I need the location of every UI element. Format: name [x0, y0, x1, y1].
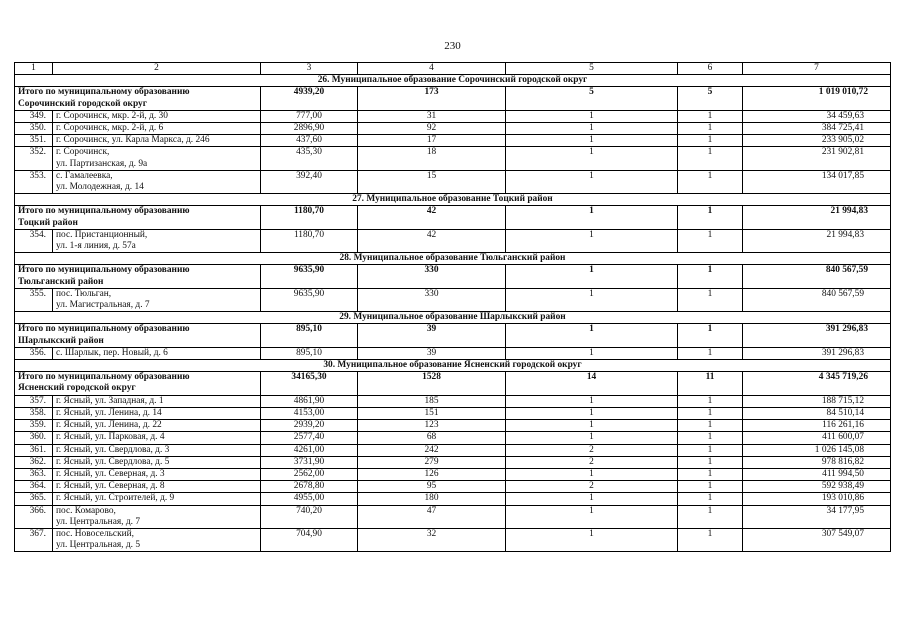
amount-cell: 134 017,85	[743, 170, 891, 193]
area-cell: 34165,30	[261, 372, 358, 395]
count2-cell: 1	[678, 395, 743, 407]
count2-cell: 1	[678, 288, 743, 311]
address-line: с. Гамалеевка,	[56, 170, 113, 181]
count-cell: 1	[506, 206, 678, 229]
total-row	[15, 87, 891, 110]
address-cell	[53, 288, 261, 311]
table-row	[15, 170, 891, 193]
address-line: г. Ясный, ул. Свердлова, д. 3	[56, 444, 170, 455]
area-cell: 2577,40	[261, 432, 358, 444]
amount-cell: 1 026 145,08	[743, 444, 891, 456]
page-number: 230	[444, 40, 461, 52]
residents-cell: 68	[358, 432, 506, 444]
residents-cell: 173	[358, 87, 506, 110]
address-cell	[53, 528, 261, 551]
count2-cell: 1	[678, 432, 743, 444]
row-number: 356.	[15, 347, 53, 359]
amount-cell: 4 345 719,26	[743, 372, 891, 395]
count2-cell: 1	[678, 324, 743, 347]
area-cell: 704,90	[261, 528, 358, 551]
area-cell: 1180,70	[261, 206, 358, 229]
amount-cell: 840 567,59	[743, 288, 891, 311]
section-header-row	[15, 360, 891, 372]
table-row	[15, 468, 891, 480]
amount-cell: 84 510,14	[743, 407, 891, 419]
name-line: Тоцкий район	[18, 217, 78, 228]
count2-cell: 1	[678, 123, 743, 135]
amount-cell: 391 296,83	[743, 324, 891, 347]
residents-cell: 92	[358, 123, 506, 135]
address-line: г. Сорочинск, ул. Карла Маркса, д. 246	[56, 135, 210, 146]
address-cell	[53, 468, 261, 480]
amount-cell: 391 296,83	[743, 347, 891, 359]
residents-cell: 1528	[358, 372, 506, 395]
area-cell: 9635,90	[261, 288, 358, 311]
address-line: пос. Комарово,	[56, 505, 116, 516]
column-header: 2	[53, 63, 261, 75]
row-number: 352.	[15, 147, 53, 170]
address-line: ул. 1-я линия, д. 57а	[56, 241, 136, 252]
amount-cell: 411 994,50	[743, 468, 891, 480]
area-cell: 4153,00	[261, 407, 358, 419]
address-cell	[53, 407, 261, 419]
address-cell	[53, 481, 261, 493]
area-cell: 437,60	[261, 135, 358, 147]
address-cell	[53, 135, 261, 147]
count2-cell: 1	[678, 420, 743, 432]
address-line: г. Ясный, ул. Свердлова, д. 5	[56, 456, 170, 467]
area-cell: 392,40	[261, 170, 358, 193]
table-row	[15, 123, 891, 135]
housing-table	[14, 62, 891, 552]
residents-cell: 39	[358, 347, 506, 359]
count-cell: 1	[506, 110, 678, 122]
section-header-row	[15, 75, 891, 87]
residents-cell: 39	[358, 324, 506, 347]
address-cell	[53, 395, 261, 407]
table-row	[15, 528, 891, 551]
count2-cell: 11	[678, 372, 743, 395]
amount-cell: 188 715,12	[743, 395, 891, 407]
count-cell: 1	[506, 288, 678, 311]
address-line: г. Ясный, ул. Северная, д. 3	[56, 468, 165, 479]
row-number: 364.	[15, 481, 53, 493]
amount-cell: 384 725,41	[743, 123, 891, 135]
row-number: 357.	[15, 395, 53, 407]
count2-cell: 1	[678, 110, 743, 122]
count-cell: 1	[506, 432, 678, 444]
address-line: пос. Пристанционный,	[56, 229, 148, 240]
total-row	[15, 372, 891, 395]
column-header: 5	[506, 63, 678, 75]
amount-cell: 21 994,83	[743, 206, 891, 229]
amount-cell: 34 459,63	[743, 110, 891, 122]
area-cell: 895,10	[261, 347, 358, 359]
section-title: 29. Муниципальное образование Шарлыкский район	[15, 312, 891, 324]
address-cell	[53, 420, 261, 432]
area-cell: 9635,90	[261, 265, 358, 288]
total-label	[15, 265, 261, 288]
name-line: Итого по муниципальному образованию	[18, 372, 190, 383]
residents-cell: 330	[358, 265, 506, 288]
name-line: Шарлыкский район	[18, 335, 104, 346]
residents-cell: 126	[358, 468, 506, 480]
residents-cell: 185	[358, 395, 506, 407]
residents-cell: 95	[358, 481, 506, 493]
amount-cell: 978 816,82	[743, 456, 891, 468]
count-cell: 2	[506, 481, 678, 493]
area-cell: 4861,90	[261, 395, 358, 407]
amount-cell: 21 994,83	[743, 229, 891, 252]
count-cell: 2	[506, 456, 678, 468]
area-cell: 2896,90	[261, 123, 358, 135]
address-line: г. Ясный, ул. Западная, д. 1	[56, 395, 164, 406]
residents-cell: 17	[358, 135, 506, 147]
residents-cell: 330	[358, 288, 506, 311]
total-row	[15, 324, 891, 347]
address-cell	[53, 493, 261, 505]
column-header: 4	[358, 63, 506, 75]
total-label	[15, 206, 261, 229]
count2-cell: 1	[678, 265, 743, 288]
address-cell	[53, 456, 261, 468]
count2-cell: 1	[678, 468, 743, 480]
section-title: 28. Муниципальное образование Тюльганский район	[15, 253, 891, 265]
section-header-row	[15, 312, 891, 324]
address-cell	[53, 170, 261, 193]
amount-cell: 34 177,95	[743, 505, 891, 528]
count2-cell: 1	[678, 206, 743, 229]
area-cell: 740,20	[261, 505, 358, 528]
table-row	[15, 147, 891, 170]
count2-cell: 1	[678, 229, 743, 252]
address-line: г. Сорочинск, мкр. 2-й, д. 30	[56, 110, 168, 121]
total-label	[15, 372, 261, 395]
address-cell	[53, 123, 261, 135]
residents-cell: 123	[358, 420, 506, 432]
residents-cell: 151	[358, 407, 506, 419]
count2-cell: 1	[678, 528, 743, 551]
address-line: с. Шарлык, пер. Новый, д. 6	[56, 347, 168, 358]
residents-cell: 42	[358, 229, 506, 252]
row-number: 362.	[15, 456, 53, 468]
area-cell: 777,00	[261, 110, 358, 122]
column-header: 1	[15, 63, 53, 75]
row-number: 361.	[15, 444, 53, 456]
count-cell: 1	[506, 505, 678, 528]
address-line: г. Ясный, ул. Северная, д. 8	[56, 481, 165, 492]
row-number: 355.	[15, 288, 53, 311]
section-title: 30. Муниципальное образование Ясненский городской округ	[15, 360, 891, 372]
count-cell: 1	[506, 147, 678, 170]
address-cell	[53, 444, 261, 456]
amount-cell: 1 019 010,72	[743, 87, 891, 110]
name-line: Тюльганский район	[18, 276, 104, 287]
count-cell: 1	[506, 170, 678, 193]
table-row	[15, 110, 891, 122]
address-line: ул. Центральная, д. 7	[56, 516, 141, 527]
table-row	[15, 135, 891, 147]
count2-cell: 1	[678, 444, 743, 456]
total-label	[15, 87, 261, 110]
address-cell	[53, 147, 261, 170]
table-row	[15, 505, 891, 528]
residents-cell: 42	[358, 206, 506, 229]
residents-cell: 18	[358, 147, 506, 170]
address-line: г. Ясный, ул. Строителей, д. 9	[56, 493, 175, 504]
amount-cell: 307 549,07	[743, 528, 891, 551]
count2-cell: 1	[678, 493, 743, 505]
count-cell: 5	[506, 87, 678, 110]
row-number: 358.	[15, 407, 53, 419]
address-cell	[53, 347, 261, 359]
table-row	[15, 493, 891, 505]
count-cell: 14	[506, 372, 678, 395]
area-cell: 2562,00	[261, 468, 358, 480]
name-line: Ясненский городской округ	[18, 383, 136, 394]
count2-cell: 1	[678, 347, 743, 359]
count2-cell: 1	[678, 407, 743, 419]
amount-cell: 592 938,49	[743, 481, 891, 493]
residents-cell: 47	[358, 505, 506, 528]
count2-cell: 1	[678, 456, 743, 468]
count2-cell: 1	[678, 481, 743, 493]
address-cell	[53, 432, 261, 444]
table-row	[15, 395, 891, 407]
section-title: 27. Муниципальное образование Тоцкий район	[15, 194, 891, 206]
residents-cell: 279	[358, 456, 506, 468]
column-header: 6	[678, 63, 743, 75]
address-line: г. Ясный, ул. Парковая, д. 4	[56, 432, 165, 443]
row-number: 353.	[15, 170, 53, 193]
address-cell	[53, 110, 261, 122]
count-cell: 1	[506, 347, 678, 359]
area-cell: 2939,20	[261, 420, 358, 432]
address-line: г. Сорочинск,	[56, 147, 110, 158]
address-line: г. Ясный, ул. Ленина, д. 22	[56, 420, 162, 431]
row-number: 350.	[15, 123, 53, 135]
address-line: ул. Центральная, д. 5	[56, 540, 141, 551]
address-line: г. Сорочинск, мкр. 2-й, д. 6	[56, 123, 164, 134]
address-line: пос. Тюльган,	[56, 288, 112, 299]
table-row	[15, 288, 891, 311]
column-header-row	[15, 63, 891, 75]
row-number: 354.	[15, 229, 53, 252]
table-row	[15, 432, 891, 444]
row-number: 363.	[15, 468, 53, 480]
count-cell: 1	[506, 407, 678, 419]
residents-cell: 15	[358, 170, 506, 193]
count-cell: 1	[506, 324, 678, 347]
count2-cell: 1	[678, 505, 743, 528]
area-cell: 2678,80	[261, 481, 358, 493]
count-cell: 1	[506, 265, 678, 288]
count-cell: 1	[506, 135, 678, 147]
residents-cell: 242	[358, 444, 506, 456]
table-row	[15, 481, 891, 493]
count2-cell: 1	[678, 135, 743, 147]
row-number: 366.	[15, 505, 53, 528]
row-number: 367.	[15, 528, 53, 551]
table-row	[15, 420, 891, 432]
address-line: пос. Новосельский,	[56, 528, 135, 539]
count2-cell: 1	[678, 170, 743, 193]
column-header: 7	[743, 63, 891, 75]
address-line: г. Ясный, ул. Ленина, д. 14	[56, 407, 162, 418]
count2-cell: 1	[678, 147, 743, 170]
amount-cell: 193 010,86	[743, 493, 891, 505]
total-row	[15, 265, 891, 288]
amount-cell: 411 600,07	[743, 432, 891, 444]
count-cell: 2	[506, 444, 678, 456]
row-number: 359.	[15, 420, 53, 432]
area-cell: 4955,00	[261, 493, 358, 505]
residents-cell: 180	[358, 493, 506, 505]
row-number: 351.	[15, 135, 53, 147]
name-line: Итого по муниципальному образованию	[18, 324, 190, 335]
area-cell: 4261,00	[261, 444, 358, 456]
table-row	[15, 229, 891, 252]
amount-cell: 840 567,59	[743, 265, 891, 288]
section-header-row	[15, 253, 891, 265]
row-number: 360.	[15, 432, 53, 444]
total-label	[15, 324, 261, 347]
amount-cell: 231 902,81	[743, 147, 891, 170]
address-line: ул. Магистральная, д. 7	[56, 300, 150, 311]
area-cell: 1180,70	[261, 229, 358, 252]
table-row	[15, 347, 891, 359]
residents-cell: 31	[358, 110, 506, 122]
name-line: Итого по муниципальному образованию	[18, 265, 190, 276]
address-line: ул. Молодежная, д. 14	[56, 182, 144, 193]
row-number: 365.	[15, 493, 53, 505]
section-title: 26. Муниципальное образование Сорочинский городской округ	[15, 75, 891, 87]
count-cell: 1	[506, 528, 678, 551]
count2-cell: 5	[678, 87, 743, 110]
table-row	[15, 444, 891, 456]
count-cell: 1	[506, 493, 678, 505]
count-cell: 1	[506, 420, 678, 432]
residents-cell: 32	[358, 528, 506, 551]
table-row	[15, 456, 891, 468]
area-cell: 4939,20	[261, 87, 358, 110]
count-cell: 1	[506, 229, 678, 252]
address-line: ул. Партизанская, д. 9а	[56, 158, 148, 169]
section-header-row	[15, 194, 891, 206]
table-row	[15, 407, 891, 419]
amount-cell: 116 261,16	[743, 420, 891, 432]
name-line: Итого по муниципальному образованию	[18, 206, 190, 217]
name-line: Сорочинский городской округ	[18, 98, 147, 109]
area-cell: 895,10	[261, 324, 358, 347]
address-cell	[53, 229, 261, 252]
amount-cell: 233 905,02	[743, 135, 891, 147]
area-cell: 435,30	[261, 147, 358, 170]
column-header: 3	[261, 63, 358, 75]
count-cell: 1	[506, 468, 678, 480]
count-cell: 1	[506, 123, 678, 135]
total-row	[15, 206, 891, 229]
name-line: Итого по муниципальному образованию	[18, 87, 190, 98]
address-cell	[53, 505, 261, 528]
count-cell: 1	[506, 395, 678, 407]
row-number: 349.	[15, 110, 53, 122]
area-cell: 3731,90	[261, 456, 358, 468]
